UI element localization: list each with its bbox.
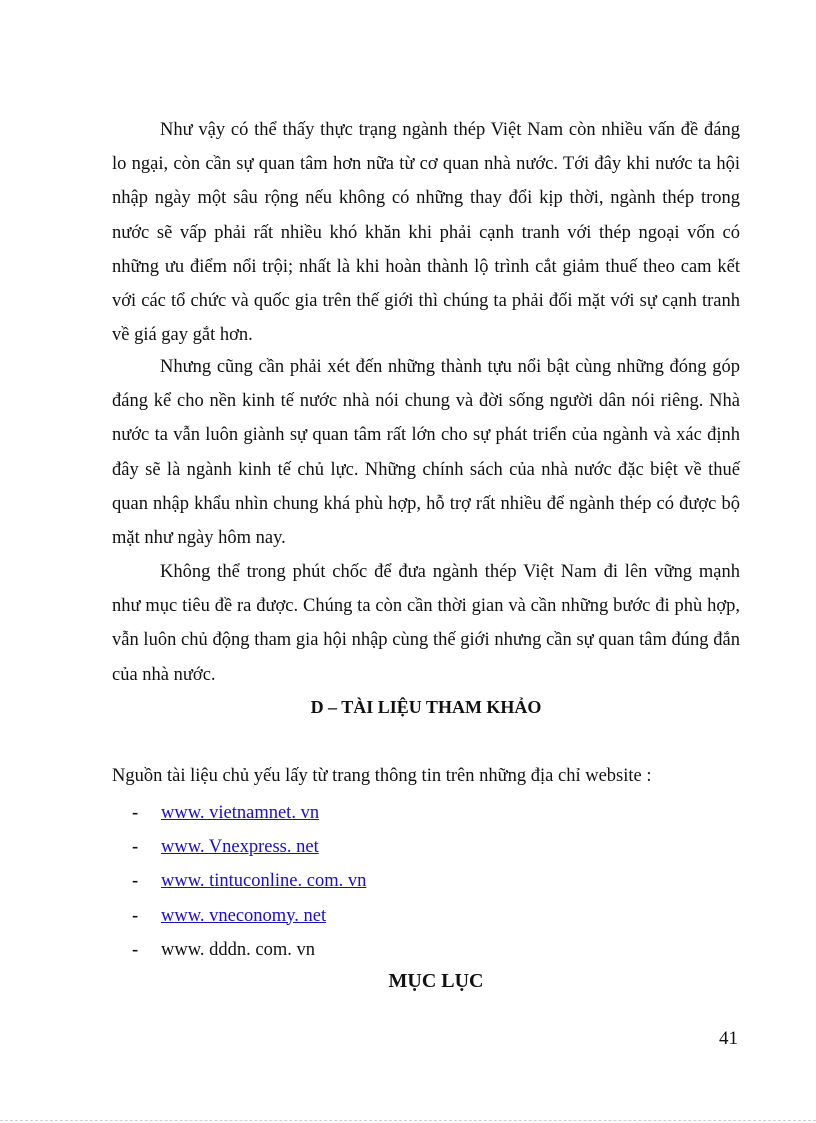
list-bullet: - bbox=[132, 939, 139, 960]
toc-heading: MỤC LỤC bbox=[388, 970, 484, 992]
body-paragraph-1: Như vậy có thể thấy thực trạng ngành thép Việt Nam còn nhiều vấn đề đáng lo ngại, còn cần sự quan tâm hơn nữa từ cơ quan nhà nước. Tới đây khi nước ta hội nhập ngày một sâu rộng nếu không có những thay đổi kịp thời, ngành thép trong nước sẽ vấp phải rất nhiều khó khăn khi phải cạnh tranh với thép ngoại vốn có những ưu điểm nổi trội; nhất là khi hoàn thành lộ trình cắt giảm thuế theo cam kết với các tổ chức và quốc gia trên thế giới thì chúng ta phải đối mặt với sự cạnh tranh về giá gay gắt hơn. bbox=[112, 120, 740, 346]
reference-item bbox=[132, 933, 366, 967]
reference-text-dddn: www. dddn. com. vn bbox=[161, 939, 315, 960]
page-number: 41 bbox=[719, 1028, 738, 1049]
references-heading: D – TÀI LIỆU THAM KHẢO bbox=[310, 697, 542, 717]
body-paragraph-2: Nhưng cũng cần phải xét đến những thành tựu nổi bật cùng những đóng góp đáng kể cho nền kinh tế nước nhà nói chung và đời sống người dân nói riêng. Nhà nước ta vẫn luôn giành sự quan tâm rất lớn cho sự phát triển của ngành và xác định đây sẽ là ngành kinh tế chủ lực. Những chính sách của nhà nước đặc biệt về thuế quan nhập khẩu nhìn chung khá phù hợp, hỗ trợ rất nhiều để ngành thép có được bộ mặt như ngày hôm nay. bbox=[112, 357, 740, 549]
reference-item bbox=[132, 796, 366, 830]
reference-link-vietnamnet[interactable]: www. vietnamnet. vn bbox=[161, 803, 320, 823]
references-intro: Nguồn tài liệu chủ yếu lấy từ trang thông tin trên những địa chỉ website : bbox=[112, 766, 652, 786]
reference-link-tintuconline[interactable]: www. tintuconline. com. vn bbox=[161, 871, 367, 892]
list-bullet: - bbox=[132, 871, 139, 892]
page-bottom-divider bbox=[0, 1120, 816, 1121]
reference-item bbox=[132, 864, 366, 898]
reference-item bbox=[132, 830, 366, 864]
list-bullet: - bbox=[132, 803, 139, 823]
list-bullet: - bbox=[132, 905, 139, 926]
reference-link-vneconomy[interactable]: www. vneconomy. net bbox=[161, 905, 327, 926]
list-bullet: - bbox=[132, 837, 139, 858]
reference-link-vnexpress[interactable]: www. Vnexpress. net bbox=[161, 837, 319, 858]
body-paragraph-3: Không thể trong phút chốc để đưa ngành thép Việt Nam đi lên vững mạnh như mục tiêu đề ra được. Chúng ta còn cần thời gian và cần những bước đi phù hợp, vẫn luôn chủ động tham gia hội nhập cùng thế giới nhưng cần sự quan tâm đúng đắn của nhà nước. bbox=[112, 562, 740, 685]
reference-list bbox=[132, 796, 366, 967]
reference-item bbox=[132, 899, 366, 933]
